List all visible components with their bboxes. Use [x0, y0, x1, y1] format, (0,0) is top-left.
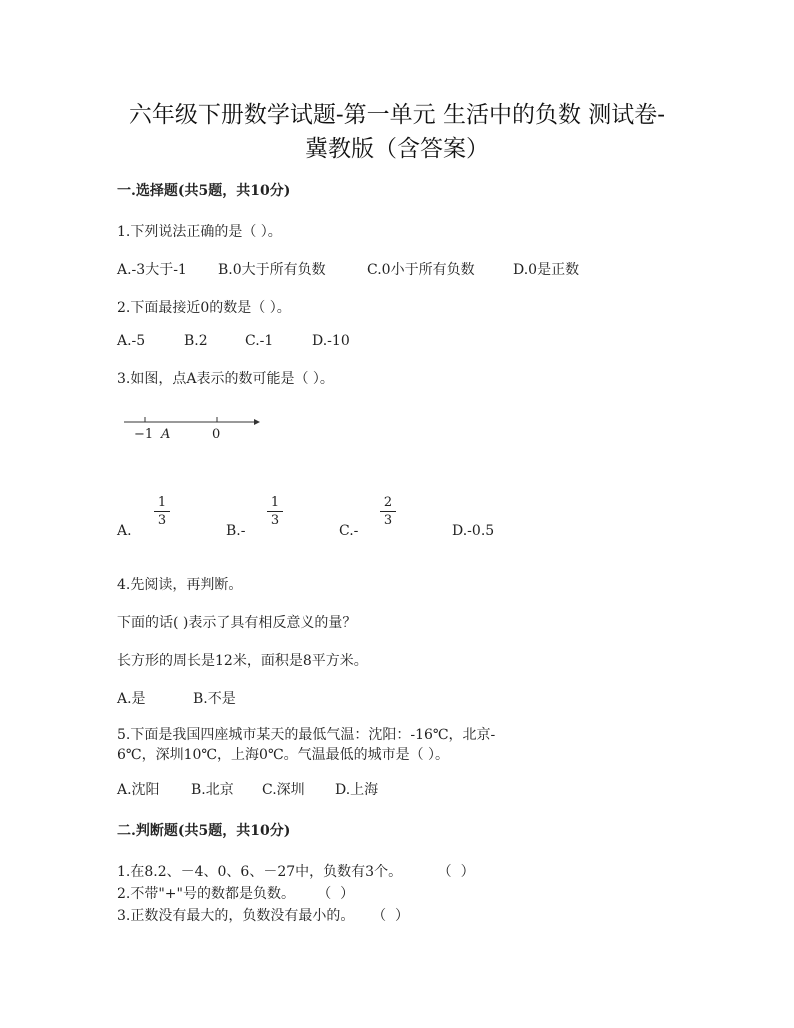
q5-option-d: D.上海: [335, 782, 379, 798]
q5-option-c: C.深圳: [262, 782, 305, 798]
q3-option-c-fraction: [380, 495, 396, 528]
q3-option-a: A.: [117, 523, 132, 539]
q3-option-a-fraction: [154, 495, 170, 528]
q4-question-line: 下面的话( )表示了具有相反意义的量？: [117, 615, 357, 631]
fraction-numerator: 2: [383, 495, 393, 510]
q5-option-b: B.北京: [191, 782, 234, 798]
number-line-figure: [120, 410, 265, 444]
q5-stem-line1: 5.下面是我国四座城市某天的最低气温：沈阳：-16℃，北京-: [117, 727, 496, 743]
q1-option-a: A.-3大于-1: [117, 262, 187, 278]
fraction-numerator: 1: [270, 495, 280, 510]
section1-heading: 一.选择题(共5题，共10分): [117, 183, 291, 199]
q3-option-b-fraction: [267, 495, 283, 528]
section2-heading: 二.判断题(共5题，共10分): [117, 823, 291, 839]
q3-option-c: C.-: [339, 523, 359, 539]
q2-option-c: C.-1: [245, 333, 274, 349]
q3-option-b: B.-: [226, 523, 246, 539]
judge-item-1: 1.在8.2、－4、0、6、－27中，负数有3个。 （ ）: [117, 864, 475, 880]
document-title-line1: 六年级下册数学试题-第一单元 生活中的负数 测试卷-: [128, 102, 666, 128]
q3-option-d: D.-0.5: [452, 523, 495, 539]
q4-statement-line: 长方形的周长是12米，面积是8平方米。: [117, 653, 368, 669]
q1-option-c: C.0小于所有负数: [367, 262, 475, 278]
q4-option-b: B.不是: [193, 691, 236, 707]
q1-stem: 1.下列说法正确的是（ ）。: [117, 224, 282, 240]
q3-stem: 3.如图，点A表示的数可能是（ ）。: [117, 371, 334, 387]
q2-stem: 2.下面最接近0的数是（ ）。: [117, 300, 291, 316]
q5-stem-line2: 6℃，深圳10℃，上海0℃。气温最低的城市是（ ）。: [117, 747, 450, 763]
q2-option-b: B.2: [184, 333, 208, 349]
fraction-numerator: 1: [157, 495, 167, 510]
q1-option-b: B.0大于所有负数: [218, 262, 326, 278]
judge-item-2: 2.不带"+"号的数都是负数。 （ ）: [117, 886, 355, 902]
number-line-arrow: [254, 419, 260, 425]
q1-option-d: D.0是正数: [513, 262, 580, 278]
q5-option-a: A.沈阳: [117, 782, 160, 798]
q2-option-d: D.-10: [312, 333, 350, 349]
judge-item-3: 3.正数没有最大的，负数没有最小的。 （ ）: [117, 908, 410, 924]
fraction-denominator: 3: [383, 513, 393, 528]
fraction-denominator: 3: [270, 513, 280, 528]
q4-option-a: A.是: [117, 691, 146, 707]
q2-option-a: A.-5: [117, 333, 146, 349]
number-line-label-neg1: −1: [134, 427, 154, 442]
number-line-label-0: 0: [212, 427, 221, 442]
document-title-line2: 冀教版（含答案）: [305, 136, 489, 162]
number-line-label-a: A: [161, 427, 171, 442]
fraction-denominator: 3: [157, 513, 167, 528]
q4-stem: 4.先阅读，再判断。: [117, 577, 243, 593]
